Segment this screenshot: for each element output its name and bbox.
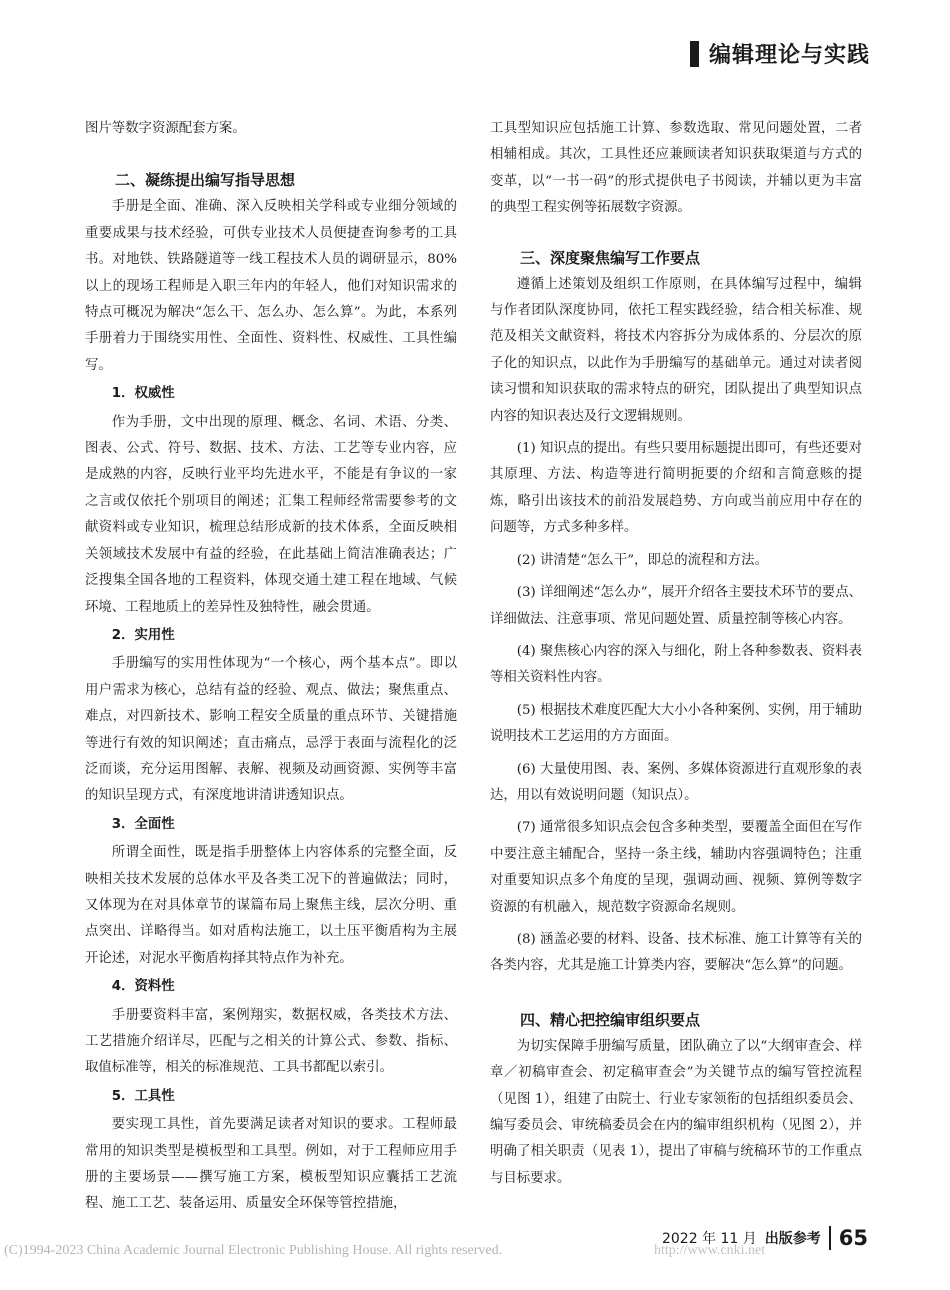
list-item: (3) 详细阐述“怎么办”，展开介绍各主要技术环节的要点、详细做法、注意事项、常见问题处置、质量控制等核心内容。 xyxy=(490,585,862,627)
list-item: (2) 讲清楚“怎么干”，即总的流程和方法。 xyxy=(516,552,768,568)
section-title: 编辑理论与实践 xyxy=(708,43,870,68)
list-item: (5) 根据技术难度匹配大大小小各种案例、实例，用于辅助说明技术工艺运用的方方面面。 xyxy=(490,702,862,745)
subheading-authority: 1．权威性 xyxy=(111,386,175,402)
paragraph-authority: 作为手册，文中出现的原理、概念、名词、术语、分类、图表、公式、符号、数据、技术、方法、工艺等专业内容，应是成熟的内容，反映行业平均先进水平，不能是有争议的一家之言或仅依托个别项目的阐述；汇集工程师经常需要参考的文献资料或专业知识，梳理总结形成新的技术体系，全面反映相关领域技术发展中有益的经验，在此基础上简洁准确表达；广泛搜集全国各地的工程资料，体现交通土建工程在地域、气候环境、工程地质上的差异性及独特性，融会贯通。 xyxy=(85,414,457,615)
list-item: (4) 聚焦核心内容的深入与细化，附上各种参数表、资料表等相关资料性内容。 xyxy=(490,643,862,686)
page-footer xyxy=(662,1226,868,1250)
section-3-paragraph: 遵循上述策划及组织工作原则，在具体编写过程中，编辑与作者团队深度协同，依托工程实践经验，结合相关标准、规范及相关文献资料，将技术内容拆分为成体系的、分层次的原子化的知识点，以此作为手册编写的基础单元。通过对读者阅读习惯和知识获取的需求特点的研究，团队提出了典型知识点内容的知识表达及行文逻辑规则。 xyxy=(490,276,862,424)
paragraph-informativeness: 手册要资料丰富，案例翔实，数据权威，各类技术方法、工艺措施介绍详尽，匹配与之相关的计算公式、参数、指标、取值标准等，相关的标准规范、工具书都配以索引。 xyxy=(85,1007,457,1076)
section-4-paragraph: 为切实保障手册编写质量，团队确立了以“大纲审查会、样章／初稿审查会、初定稿审查会”为关键节点的编写管控流程（见图 1），组建了由院士、行业专家领衔的包括组织委员会、编写委员会、审统稿委员会在内的编审组织机构（见图 2），并明确了相关职责（见表 1），提出了审稿与统稿环节的工作重点与目标要求。 xyxy=(490,1038,862,1186)
footer-divider xyxy=(829,1226,831,1250)
section-header xyxy=(690,38,870,69)
header-bar-marker xyxy=(690,41,699,67)
section-2-paragraph: 手册是全面、准确、深入反映相关学科或专业细分领域的重要成果与技术经验，可供专业技术人员便捷查询参考的工具书。对地铁、铁路隧道等一线工程技术人员的调研显示，80% 以上的现场工程师是入职三年内的年轻人，他们对知识需求的特点可概况为解决“怎么干、怎么办、怎么算”。为此，本系列手册着力于围绕实用性、全面性、资料性、权威性、工具性编写。 xyxy=(85,199,457,373)
paragraph-tool-nature: 要实现工具性，首先要满足读者对知识的要求。工程师最常用的知识类型是模板型和工具型。例如，对于工程师应用手册的主要场景——撰写施工方案，模板型知识应囊括工艺流程、施工工艺、装备运用、质量安全环保等管控措施， xyxy=(85,1117,457,1212)
list-item: (8) 涵盖必要的材料、设备、技术标准、施工计算等有关的各类内容，尤其是施工计算类内容，要解决“怎么算”的问题。 xyxy=(490,931,862,974)
magazine-name: 出版参考 xyxy=(764,1231,821,1247)
paragraph-intro-tail: 图片等数字资源配套方案。 xyxy=(85,121,246,136)
section-4-heading: 四、精心把控编审组织要点 xyxy=(520,1010,701,1029)
list-item: (6) 大量使用图、表、案例、多媒体资源进行直观形象的表达，用以有效说明问题（知识点）。 xyxy=(490,761,862,803)
section-3-heading: 三、深度聚焦编写工作要点 xyxy=(520,248,701,267)
list-item: (1) 知识点的提出。有些只要用标题提出即可，有些还要对其原理、方法、构造等进行简明扼要的介绍和言简意赅的提炼，略引出该技术的前沿发展趋势、方向或当前应用中存在的问题等，方式多种多样。 xyxy=(490,441,862,536)
subheading-comprehensiveness: 3．全面性 xyxy=(111,816,175,832)
section-2-heading: 二、凝练提出编写指导思想 xyxy=(115,171,296,190)
paragraph-practicality: 手册编写的实用性体现为“一个核心，两个基本点”。即以用户需求为核心，总结有益的经验、观点、做法；聚焦重点、难点，对四新技术、影响工程安全质量的重点环节、关键措施等进行有效的知识阐述；直击痛点，忌浮于表面与流程化的泛泛而谈，充分运用图解、表解、视频及动画资源、实例等丰富的知识呈现方式，有深度地讲清讲透知识点。 xyxy=(85,656,457,804)
subheading-informativeness: 4．资料性 xyxy=(111,979,175,995)
cnki-watermark: http://www.cnki.net xyxy=(654,1243,766,1258)
list-item: (7) 通常很多知识点会包含多种类型，要覆盖全面但在写作中要注意主辅配合，坚持一条主线，辅助内容强调特色；注重对重要知识点多个角度的呈现，强调动画、视频、算例等数字资源的有机融入，规范数字资源命名规则。 xyxy=(490,820,862,915)
subheading-practicality: 2．实用性 xyxy=(111,627,175,643)
paragraph-comprehensiveness: 所谓全面性，既是指手册整体上内容体系的完整全面，反映相关技术发展的总体水平及各类工况下的普遍做法；同时，又体现为在对具体章节的谋篇布局上聚焦主线，层次分明、重点突出、详略得当。如对盾构法施工，以土压平衡盾构为主展开论述，对泥水平衡盾构择其特点作为补充。 xyxy=(85,845,457,966)
subheading-tool-nature: 5．工具性 xyxy=(111,1088,175,1104)
page-number: 65 xyxy=(838,1226,868,1250)
copyright-notice: (C)1994-2023 China Academic Journal Electronic Publishing House. All rights reserved. xyxy=(4,1243,503,1258)
paragraph-continuation: 工具型知识应包括施工计算、参数选取、常见问题处置，二者相辅相成。其次，工具性还应兼顾读者知识获取渠道与方式的变革，以“一书一码”的形式提供电子书阅读，并辅以更为丰富的典型工程实例等拓展数字资源。 xyxy=(490,121,862,216)
issue-date: 2022 年 11 月 xyxy=(661,1231,757,1247)
right-column xyxy=(490,116,862,1192)
left-column xyxy=(85,116,457,1218)
